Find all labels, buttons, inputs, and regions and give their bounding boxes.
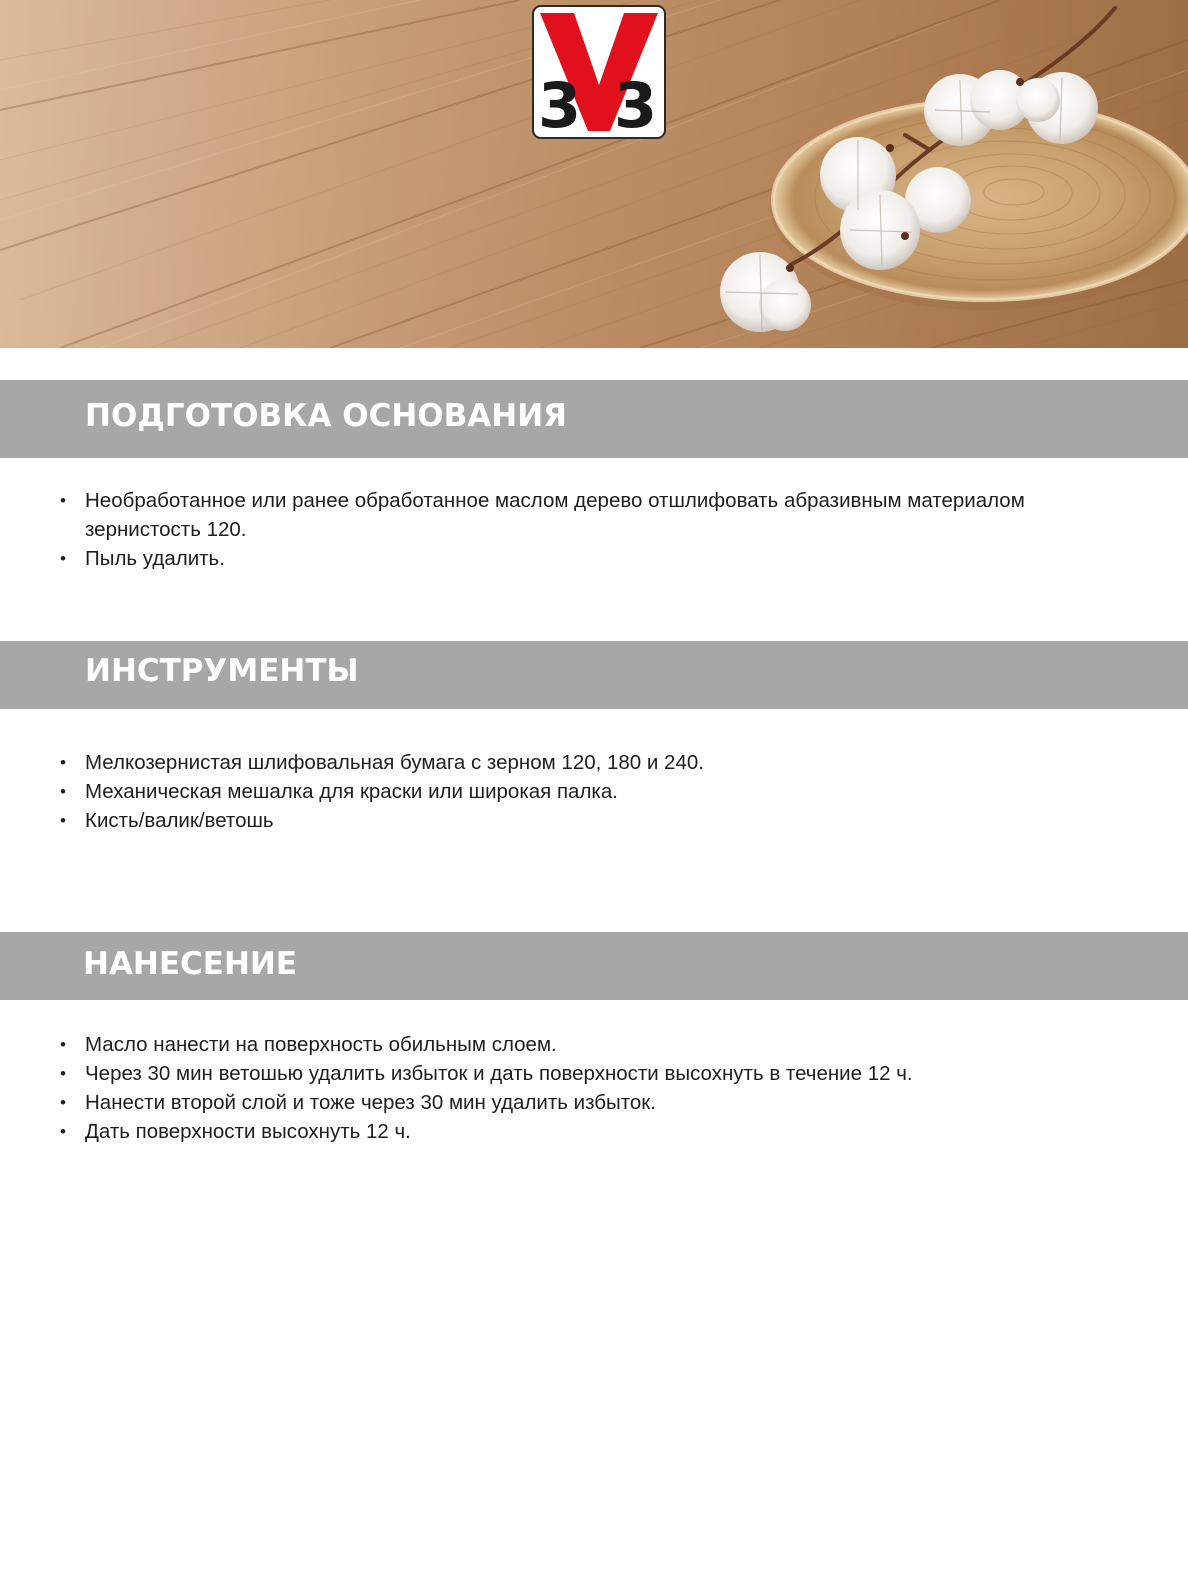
svg-text:3: 3 <box>538 69 582 137</box>
tools-list <box>60 748 1120 835</box>
svg-text:3: 3 <box>614 69 658 137</box>
list-item: • Масло нанести на поверхность обильным слоем. <box>60 1030 1120 1059</box>
section-title: ПОДГОТОВКА ОСНОВАНИЯ <box>85 398 568 434</box>
list-item: • Нанести второй слой и тоже через 30 мин удалить избыток. <box>60 1088 1120 1117</box>
v33-logo-icon <box>534 7 664 137</box>
list-item: • Пыль удалить. <box>60 544 1120 573</box>
hero-image <box>0 0 1188 348</box>
section-header-application <box>0 932 1188 1000</box>
list-item: • Механическая мешалка для краски или широкая палка. <box>60 777 1120 806</box>
list-item: • Через 30 мин ветошью удалить избыток и дать поверхности высохнуть в течение 12 ч. <box>60 1059 1120 1088</box>
list-item: • Кисть/валик/ветошь <box>60 806 1120 835</box>
section-header-tools <box>0 641 1188 709</box>
section-title: НАНЕСЕНИЕ <box>83 946 298 982</box>
list-item: • Дать поверхности высохнуть 12 ч. <box>60 1117 1120 1146</box>
application-list <box>60 1030 1120 1146</box>
preparation-list <box>60 486 1120 573</box>
list-item: • Мелкозернистая шлифовальная бумага с зерном 120, 180 и 240. <box>60 748 1120 777</box>
section-header-preparation <box>0 380 1188 458</box>
brand-logo <box>532 5 666 139</box>
list-item: • Необработанное или ранее обработанное маслом дерево отшлифовать абразивным материалом зернистость 120. <box>60 486 1120 544</box>
section-title: ИНСТРУМЕНТЫ <box>85 653 359 689</box>
